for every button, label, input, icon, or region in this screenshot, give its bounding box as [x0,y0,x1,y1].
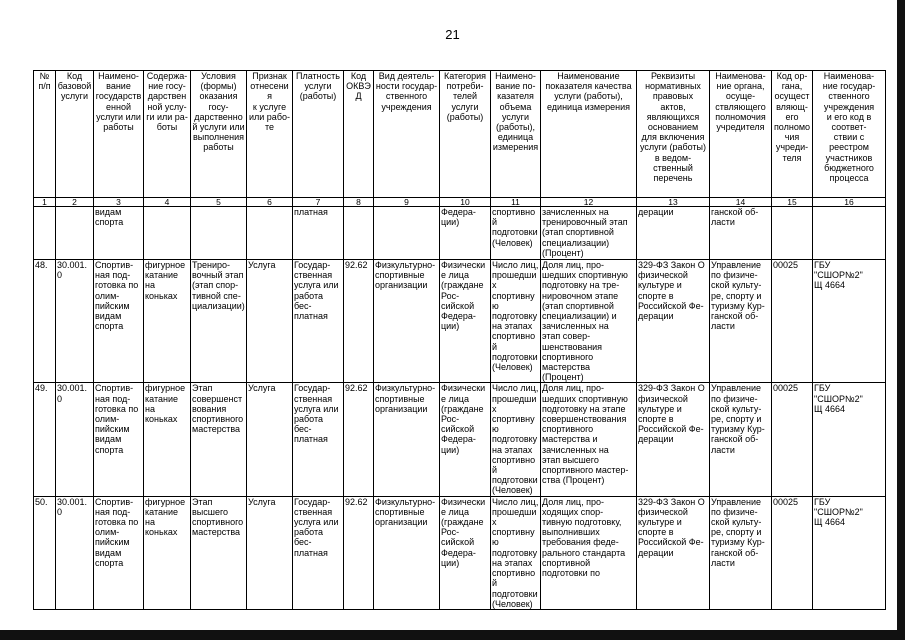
table-header-row [34,71,886,198]
cell-text: ГБУ "СШОР№2" Щ 4664 [814,260,863,291]
table-cell-col-attribute [247,383,293,496]
cell-text: Физкультурно- спортивные организации [375,496,436,528]
column-number: 12 [541,198,637,207]
table-cell-col-paid [293,207,344,260]
cell-text: Трениро- вочный этап (этап спор- тивной спе- циализации) [192,260,245,311]
cell-text: Услуга [248,496,276,507]
header-col-founder-code [772,71,813,198]
table-cell-col-content [144,260,191,383]
table-cell-col-base-code [56,260,94,383]
header-col-activity [374,71,440,198]
cell-text: спортивной подготовки (Человек) [492,207,538,248]
table-cell-col-conditions [191,207,247,260]
cell-text: фигурное катание на коньках [145,383,186,425]
services-registry-table [33,70,886,610]
cell-text: 30.001.0 [57,260,88,281]
table-cell-col-base-code [56,383,94,496]
cell-text: Физкультурно- спортивные организации [375,383,436,414]
table-cell-col-founder-body [710,496,772,609]
table-cell-col-attribute [247,207,293,260]
cell-text: Государ- ственная услуга или работа бес- платная [294,260,339,322]
table-cell-col-conditions [191,383,247,496]
table-cell-col-consumers [440,207,491,260]
header-col-service-name [94,71,144,198]
table-cell-col-number [34,207,56,260]
table-cell-col-conditions [191,496,247,609]
cell-text: зачисленных на тренировочный этап (этап спортивной специализации) (Процент) [542,207,628,258]
header-col-okved [344,71,374,198]
cell-text: 30.001.0 [57,383,88,404]
table-cell-col-institution [813,207,886,260]
cell-text: 329-ФЗ Закон О физической культуре и спорте в Российской Фе- дерации [638,260,705,322]
column-number: 8 [344,198,374,207]
column-number: 10 [440,198,491,207]
table-cell-col-paid [293,383,344,496]
cell-text: видам спорта [95,207,124,228]
table-cell-col-consumers [440,260,491,383]
table-cell-col-attribute [247,496,293,609]
table-cell-col-quality-indicator [541,260,637,383]
table-cell-col-volume-indicator [491,260,541,383]
header-label: Признак отнесения к услуге или рабо- те [249,71,290,133]
table-cell-col-institution [813,496,886,609]
cell-text: Этап высшего спортивного мастерства [192,496,244,538]
cell-text: Управление по физиче- ской культу- ре, спорту и туризму Кур- ганской об- ласти [711,496,765,568]
table-cell-col-okved [344,260,374,383]
header-col-base-code [56,71,94,198]
table-cell-col-service-name [94,496,144,609]
cell-text: 00025 [773,260,799,270]
table-cell-col-paid [293,496,344,609]
table-cell-col-base-code [56,207,94,260]
column-number: 16 [813,198,886,207]
cell-text: Управление по физиче- ской культу- ре, спорту и туризму Кур- ганской об- ласти [711,260,765,332]
scan-edge-bottom [0,630,905,640]
header-col-content [144,71,191,198]
header-col-founder-body [710,71,772,198]
cell-text: фигурное катание на коньках [145,260,186,301]
table-cell-col-founder-body [710,260,772,383]
table-cell-col-quality-indicator [541,207,637,260]
cell-text: ГБУ "СШОР№2" Щ 4664 [814,496,863,528]
header-label: Платность услуги (работы) [296,71,340,102]
cell-text: 50. [35,496,48,507]
table-row [34,260,886,383]
table-cell-col-legal-acts [637,260,710,383]
cell-text: Доля лиц, про- шедших спортивную подготовку на этапе совершенствования спортивного мастерства и зачисленных на этап высшего спортивного мастер- ства (Процент) [542,383,629,486]
column-number: 4 [144,198,191,207]
cell-text: 92.62 [345,496,368,507]
table-cell-col-okved [344,207,374,260]
header-label: Наимено- вание государств енной услуги или работы [95,71,142,133]
cell-text: 30.001.0 [57,496,88,517]
table-cell-col-content [144,383,191,496]
table-cell-col-base-code [56,496,94,609]
cell-text: ганской об- ласти [711,207,759,228]
cell-text: Число лиц, прошедших спортивную подготовку на этапах спортивной подготовки (Человек) [492,260,539,373]
cell-text: платная [294,207,328,217]
cell-text: Этап совершенст вования спортивного мастерства [192,383,244,435]
table-cell-col-legal-acts [637,207,710,260]
header-label: Содержа- ние госу- дарствен ной услу- ги или ра- боты [146,71,188,133]
column-number: 6 [247,198,293,207]
header-label: Код базовой услуги [57,71,92,102]
table-row [34,383,886,496]
header-label: Код ор- гана, осущест вляющ- его полномо чия учреди- теля [773,71,811,163]
table-cell-col-service-name [94,383,144,496]
table-cell-col-activity [374,383,440,496]
column-number: 9 [374,198,440,207]
cell-text: фигурное катание на коньках [145,496,186,538]
cell-text: Спортив- ная под- готовка по олим- пийским видам спорта [95,260,139,332]
table-cell-col-okved [344,383,374,496]
column-number: 5 [191,198,247,207]
cell-text: 92.62 [345,383,368,394]
table-cell-col-founder-code [772,383,813,496]
cell-text: Доля лиц, про- ходящих спор- тивную подготовку, выполнивших требования феде- рального стандарта спортивной подготовки по [542,496,626,579]
page-number: 21 [445,27,460,42]
cell-text: 49. [35,383,48,394]
table-cell-col-founder-code [772,496,813,609]
cell-text: 00025 [773,496,799,507]
table-cell-col-founder-body [710,207,772,260]
column-number: 13 [637,198,710,207]
cell-text: Число лиц, прошедших спортивную подготовку на этапах спортивной подготовки (Человек) [492,383,539,496]
header-label: Наимено- вание по- казателя объема услуги (работы), единица измерения [492,71,539,153]
table-cell-col-number [34,260,56,383]
table-cell-col-consumers [440,496,491,609]
table-cell-col-conditions [191,260,247,383]
table-row [34,207,886,260]
cell-text: Физкультурно- спортивные организации [375,260,436,291]
table-cell-col-founder-code [772,207,813,260]
cell-text: 48. [35,260,48,270]
cell-text: Государ- ственная услуга или работа бес- платная [294,496,339,558]
table-cell-col-number [34,496,56,609]
cell-text: ГБУ "СШОР№2" Щ 4664 [814,383,863,414]
header-label: Наименование показателя качества услуги (работы), единица измерения [545,71,632,112]
table-cell-col-service-name [94,260,144,383]
cell-text: дерации [638,207,674,217]
header-label: Наименова- ние органа, осуще- ствляющего полномочия учредителя [715,71,766,133]
table-cell-col-quality-indicator [541,496,637,609]
table-cell-col-activity [374,496,440,609]
cell-text: 329-ФЗ Закон О физической культуре и спорте в Российской Фе- дерации [638,496,705,558]
cell-text: 92.62 [345,260,368,270]
table-cell-col-founder-code [772,260,813,383]
cell-text: Управление по физиче- ской культу- ре, спорту и туризму Кур- ганской об- ласти [711,383,765,455]
table-cell-col-legal-acts [637,496,710,609]
table-cell-col-quality-indicator [541,383,637,496]
table-cell-col-institution [813,383,886,496]
column-number: 1 [34,198,56,207]
header-label: № п/п [38,71,51,92]
cell-text: 329-ФЗ Закон О физической культуре и спорте в Российской Фе- дерации [638,383,705,445]
column-number: 11 [491,198,541,207]
cell-text: Услуга [248,260,276,270]
column-number: 15 [772,198,813,207]
table-cell-col-legal-acts [637,383,710,496]
table-cell-col-consumers [440,383,491,496]
table-cell-col-institution [813,260,886,383]
header-label: Категория потреби- телей услуги (работы) [443,71,487,122]
header-col-consumers [440,71,491,198]
header-col-paid [293,71,344,198]
table-cell-col-service-name [94,207,144,260]
table-cell-col-okved [344,496,374,609]
column-number: 14 [710,198,772,207]
scan-edge-right [897,0,905,640]
table-cell-col-activity [374,207,440,260]
table-cell-col-volume-indicator [491,383,541,496]
header-label: Вид деятель- ности государ- ственного учреждения [375,71,438,112]
header-col-attribute [247,71,293,198]
header-col-legal-acts [637,71,710,198]
cell-text: Физически е лица (граждане Рос- сийской Федера- ции) [441,260,486,332]
header-label: Реквизиты нормативных правовых актов, являющихся основанием для включения услуги (работы) в ведом- ственный перечень [639,71,707,184]
table-cell-col-founder-body [710,383,772,496]
table-cell-col-attribute [247,260,293,383]
cell-text: 00025 [773,383,799,394]
column-number: 2 [56,198,94,207]
header-col-institution [813,71,886,198]
cell-text: Спортив- ная под- готовка по олим- пийским видам спорта [95,383,139,455]
header-col-quality-indicator [541,71,637,198]
cell-text: Физически е лица (граждане Рос- сийской Федера- ции) [441,383,486,455]
cell-text: Федера- ции) [441,207,476,228]
cell-text: Доля лиц, про- шедших спортивную подготовку на тре- нировочном этапе (этап спортивной специализации) и зачисленных на этап совер- шенствования спортивного мастерства (Процент) [542,260,628,383]
header-label: Условия (формы) оказания госу- дарственно й услуги или выполнения работы [192,71,245,153]
cell-text: Государ- ственная услуга или работа бес- платная [294,383,339,445]
table-row [34,496,886,609]
header-col-volume-indicator [491,71,541,198]
cell-text: Спортив- ная под- готовка по олим- пийским видам спорта [95,496,139,568]
table-cell-col-volume-indicator [491,207,541,260]
cell-text: Число лиц, прошедших спортивную подготовку на этапах спортивной подготовки (Человек) [492,496,539,609]
cell-text: Услуга [248,383,276,394]
header-col-conditions [191,71,247,198]
header-label: Код ОКВЭД [346,71,371,102]
table-cell-col-paid [293,260,344,383]
table-cell-col-content [144,207,191,260]
header-col-number [34,71,56,198]
table-cell-col-content [144,496,191,609]
table-cell-col-volume-indicator [491,496,541,609]
table-cell-col-activity [374,260,440,383]
column-number: 3 [94,198,144,207]
header-label: Наименова- ние государ- ственного учреждения и его код в соответ- ствии с реестром участников бюджетного процесса [822,71,876,184]
column-number-row [34,198,886,207]
column-number: 7 [293,198,344,207]
cell-text: Физически е лица (граждане Рос- сийской Федера- ции) [441,496,486,568]
table-cell-col-number [34,383,56,496]
